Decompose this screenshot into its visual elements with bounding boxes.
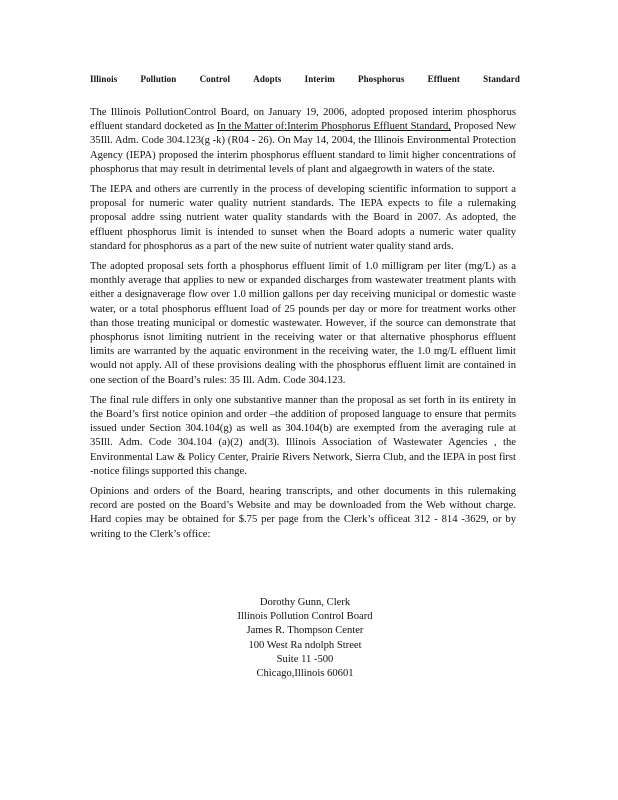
- title-word: Phosphorus: [357, 74, 405, 84]
- paragraph-1: [90, 106, 516, 177]
- address-city: Chicago,Illinois 60601: [256, 668, 354, 680]
- document-body: [90, 106, 516, 548]
- case-title: In the Matter of:Interim Phosphorus Effluent Standard,: [216, 121, 451, 133]
- title-word: Illinois: [90, 74, 118, 84]
- paragraph-1-rest: Proposed New 35Ill. Adm. Code 304.123(g -k) (R04 - 26). On May 14, 2004, the Illinois Environmental Protection Agency (IEPA) proposed the interim phosphorus effluent standard to limit higher concentrations of phosphorus that may result in detrimental levels of plant and algaegrowth in waters of the state.: [90, 121, 517, 175]
- paragraph-3: The adopted proposal sets forth a phosphorus effluent limit of 1.0 milligram per liter (mg/L) as a monthly average that applies to new or expanded discharges from wastewater treatment plants with either a designaverage flow over 1.0 million gallons per day receiving municipal or domestic waste water, or a total phosphorus effluent load of 25 pounds per day or more for treatment works other than those treating municipal or domestic wastewater. However, if the source can demonstrate that phosphorus isnot limiting nutrient in the receiving water or that alternative phosphorus effluent limits are warranted by the aquatic environment in the receiving water, the 1.0 mg/L effluent limit would not apply. All of these provisions dealing with the phosphorus effluent limit are contained in one section of the Board’s rules: 35 Ill. Adm. Code 304.123.: [90, 261, 516, 386]
- address-org: Illinois Pollution Control Board: [237, 611, 373, 623]
- title-word: Standard: [483, 74, 520, 84]
- address-name: Dorothy Gunn, Clerk: [259, 597, 351, 608]
- paragraph-1-intro: The Illinois PollutionControl Board, on January 19, 2006, adopted proposed interim phosphorus effluent standard docketed as: [90, 107, 516, 133]
- document-title: [90, 74, 520, 84]
- address-suite: Suite 11 -500: [276, 653, 334, 665]
- title-word: Adopts: [253, 74, 282, 84]
- clerk-address: [200, 596, 410, 681]
- address-street: 100 West Ra ndolph Street: [248, 639, 362, 651]
- title-word: Pollution: [140, 74, 177, 84]
- title-word: Interim: [304, 74, 335, 84]
- title-word: Effluent: [427, 74, 460, 84]
- paragraph-4: The final rule differs in only one substantive manner than the proposal as set forth in its entirety in the Board’s first notice opinion and order –the addition of proposed language to ensure that permits issued under Section 304.104(g) as well as 304.104(b) are exempted from the averaging rule at 35Ill. Adm. Code 304.104 (a)(2) and(3). Illinois Association of Wastewater Agencies , the Environmental Law & Policy Center, Prairie Rivers Network, Sierra Club, and the IEPA in post first -notice filings supported this change.: [90, 394, 516, 477]
- paragraph-5: Opinions and orders of the Board, hearing transcripts, and other documents in this rulemaking record are posted on the Board’s Website and may be downloaded from the Web without charge. Hard copies may be obtained for $.75 per page from the Clerk’s officeat 312 - 814 -3629, or by writing to the Clerk’s office:: [90, 486, 516, 540]
- title-word: Control: [199, 74, 231, 84]
- address-building: James R. Thompson Center: [246, 625, 364, 637]
- paragraph-2: The IEPA and others are currently in the process of developing scientific information to support a proposal for numeric water quality nutrient standards. The IEPA expects to file a rulemaking proposal addre ssing nutrient water quality standards with the Board in 2007. As adopted, the effluent phosphorus limit is intended to sunset when the Board adopts a numeric water quality standard for phosphorus as a part of the new suite of nutrient water quality stand ards.: [90, 184, 516, 252]
